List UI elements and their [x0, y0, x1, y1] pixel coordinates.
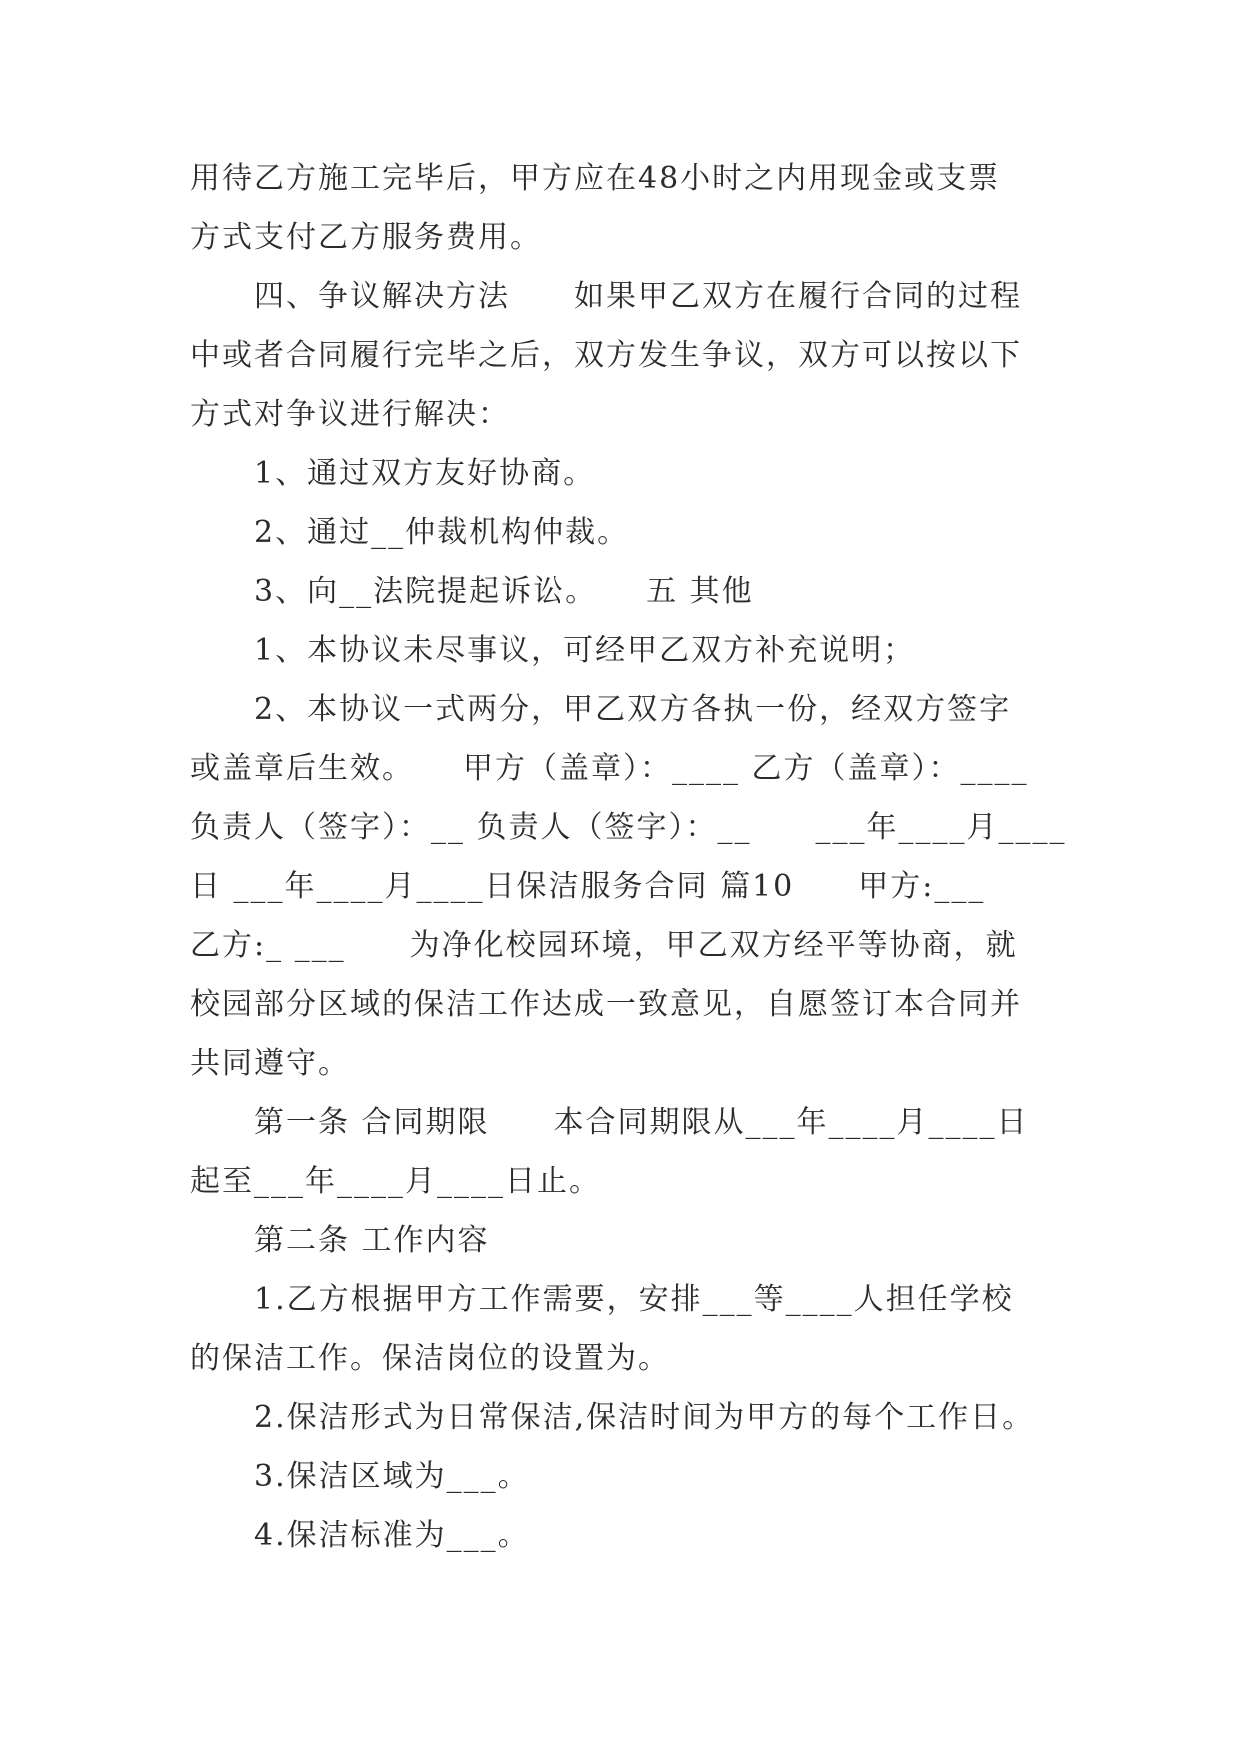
text-line: 校园部分区域的保洁工作达成一致意见，自愿签订本合同并 [190, 987, 1022, 1022]
list-item: 1、本协议未尽事议，可经甲乙双方补充说明； [254, 633, 916, 668]
text-line: 用待乙方施工完毕后，甲方应在48小时之内用现金或支票 [190, 161, 1001, 196]
list-item: 2.保洁形式为日常保洁,保洁时间为甲方的每个工作日。 [254, 1400, 1035, 1435]
list-item: 1、通过双方友好协商。 [254, 456, 596, 491]
section-heading-dispute: 四、争议解决方法 如果甲乙双方在履行合同的过程 [254, 279, 1022, 314]
text-line: 共同遵守。 [190, 1046, 350, 1081]
document-body [190, 158, 1067, 1574]
list-item: 3、向__法院提起诉讼。 五 其他 [254, 574, 754, 609]
contract-title-line: 日 ___年____月____日保洁服务合同 篇10 甲方:___ [190, 869, 986, 904]
text-line: 乙方:_ ___ 为净化校园环境，甲乙双方经平等协商，就 [190, 928, 1018, 963]
article-heading-work-content: 第二条 工作内容 [254, 1223, 490, 1258]
text-line: 方式对争议进行解决： [190, 397, 510, 432]
list-item: 1.乙方根据甲方工作需要，安排___等____人担任学校 [254, 1282, 1014, 1317]
list-item: 2、本协议一式两分，甲乙双方各执一份，经双方签字 [254, 692, 1012, 727]
article-heading-term: 第一条 合同期限 本合同期限从___年____月____日 [254, 1105, 1029, 1140]
list-item: 3.保洁区域为___。 [254, 1459, 530, 1494]
list-item: 2、通过__仲裁机构仲裁。 [254, 515, 630, 550]
list-item: 4.保洁标准为___。 [254, 1518, 530, 1553]
text-line: 中或者合同履行完毕之后，双方发生争议，双方可以按以下 [190, 338, 1022, 373]
signature-line: 或盖章后生效。 甲方（盖章）：____ 乙方（盖章）：____ [190, 751, 1029, 786]
text-line: 方式支付乙方服务费用。 [190, 220, 542, 255]
signature-line: 负责人（签字）：__ 负责人（签字）：__ ___年____月____ [190, 810, 1067, 845]
text-line: 起至___年____月____日止。 [190, 1164, 601, 1199]
text-line: 的保洁工作。保洁岗位的设置为。 [190, 1341, 670, 1376]
